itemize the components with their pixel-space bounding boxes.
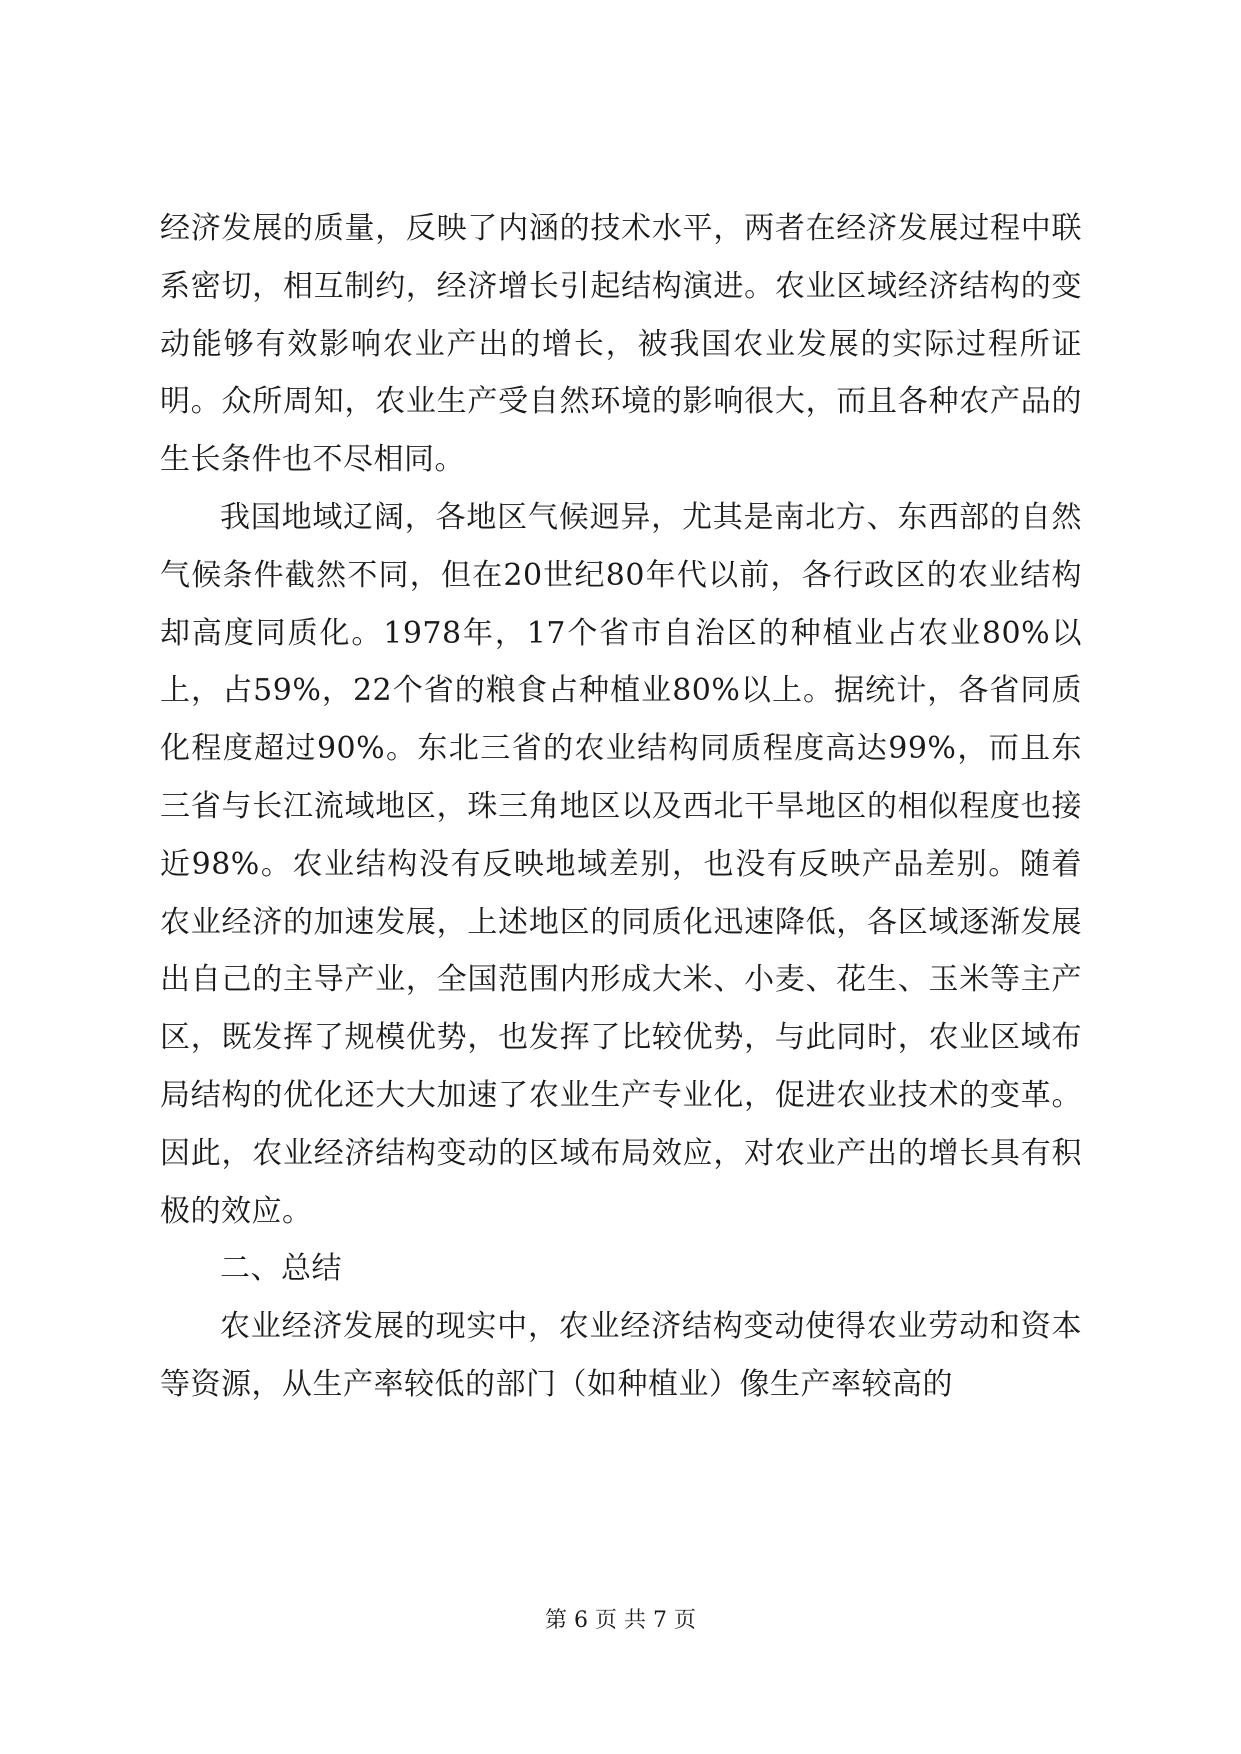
section-heading-summary: 二、总结 <box>220 1251 342 1287</box>
paragraph-summary: 农业经济发展的现实中，农业经济结构变动使得农业劳动和资本等资源，从生产率较低的部门（如种植业）像生产率较高的 <box>160 1309 1082 1402</box>
paragraph-regional-structure: 我国地域辽阔，各地区气候迥异，尤其是南北方、东西部的自然气候条件截然不同，但在20世纪80年代以前，各行政区的农业结构却高度同质化。1978年，17个省市自治区的种植业占农业80%以上，占59%，22个省的粮食占种植业80%以上。据统计，各省同质化程度超过90%。东北三省的农业结构同质程度高达99%，而且东三省与长江流域地区，珠三角地区以及西北干旱地区的相似程度也接近98%。农业结构没有反映地域差别，也没有反映产品差别。随着农业经济的加速发展，上述地区的同质化迅速降低，各区域逐渐发展出自己的主导产业，全国范围内形成大米、小麦、花生、玉米等主产区，既发挥了规模优势，也发挥了比较优势，与此同时，农业区域布局结构的优化还大大加速了农业生产专业化，促进农业技术的变革。因此，农业经济结构变动的区域布局效应，对农业产出的增长具有积极的效应。 <box>160 499 1082 1229</box>
body-text <box>160 200 1082 1414</box>
page-footer <box>0 1606 1241 1636</box>
paragraph-intro: 经济发展的质量，反映了内涵的技术水平，两者在经济发展过程中联系密切，相互制约，经济增长引起结构演进。农业区域经济结构的变动能够有效影响农业产出的增长，被我国农业发展的实际过程所证明。众所周知，农业生产受自然环境的影响很大，而且各种农产品的生长条件也不尽相同。 <box>160 211 1082 478</box>
page-number: 第 6 页 共 7 页 <box>545 1608 696 1633</box>
